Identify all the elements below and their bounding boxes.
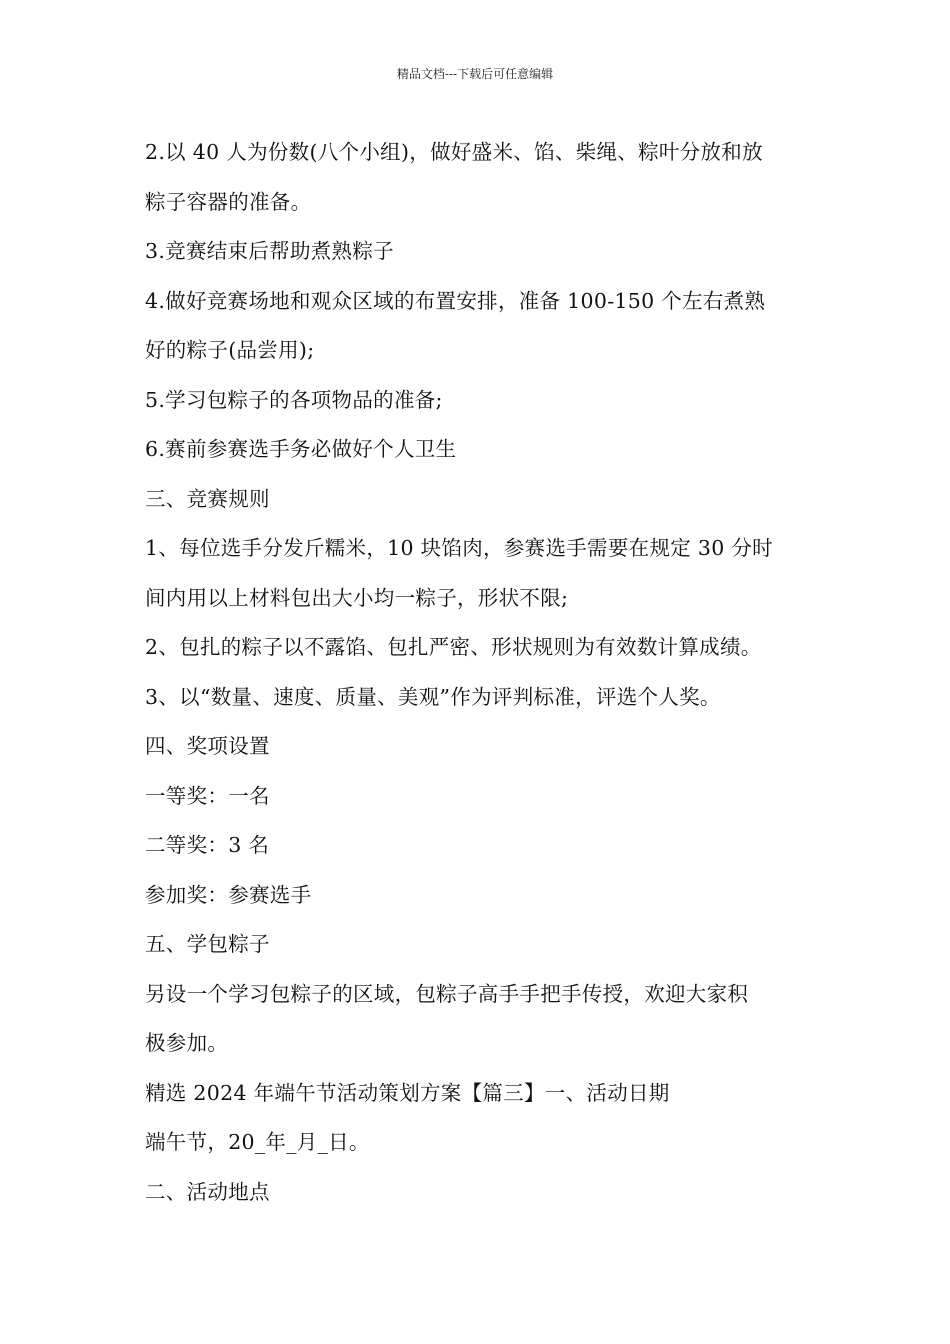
section-heading: 三、竞赛规则 (145, 486, 270, 511)
text-line: 端午节，20_年_月_日。 (145, 1130, 370, 1154)
text-line: 2、包扎的粽子以不露馅、包扎严密、形状规则为有效数计算成绩。 (145, 635, 762, 659)
text-line: 好的粽子(品尝用); (145, 338, 315, 362)
text-line: 间内用以上材料包出大小均一粽子，形状不限; (145, 585, 569, 610)
text-line: 3.竞赛结束后帮助煮熟粽子 (145, 239, 394, 263)
section-heading: 四、奖项设置 (145, 734, 270, 758)
text-line: 6.赛前参赛选手务必做好个人卫生 (145, 437, 457, 461)
text-line: 1、每位选手分发斤糯米，10 块馅肉，参赛选手需要在规定 30 分时 (145, 536, 773, 560)
page-header: 精品文档---下载后可任意编辑 (396, 67, 554, 81)
text-line: 5.学习包粽子的各项物品的准备; (145, 387, 443, 412)
text-line: 一等奖：一名 (145, 783, 270, 808)
text-line: 极参加。 (145, 1031, 229, 1055)
text-line: 4.做好竞赛场地和观众区域的布置安排，准备 100-150 个左右煮熟 (145, 288, 766, 313)
text-line: 粽子容器的准备。 (145, 189, 312, 214)
text-line: 2.以 40 人为份数(八个小组)，做好盛米、馅、柴绳、粽叶分放和放 (145, 140, 763, 164)
document-body (145, 128, 815, 1217)
section-heading: 二、活动地点 (145, 1179, 270, 1204)
text-line: 另设一个学习包粽子的区域，包粽子高手手把手传授，欢迎大家积 (145, 981, 749, 1006)
text-line: 参加奖：参赛选手 (145, 882, 312, 907)
text-line: 二等奖：3 名 (145, 833, 270, 857)
section-heading: 五、学包粽子 (145, 932, 270, 956)
text-line: 精选 2024 年端午节活动策划方案【篇三】一、活动日期 (145, 1080, 670, 1105)
text-line: 3、以“数量、速度、质量、美观”作为评判标准，评选个人奖。 (145, 684, 721, 709)
